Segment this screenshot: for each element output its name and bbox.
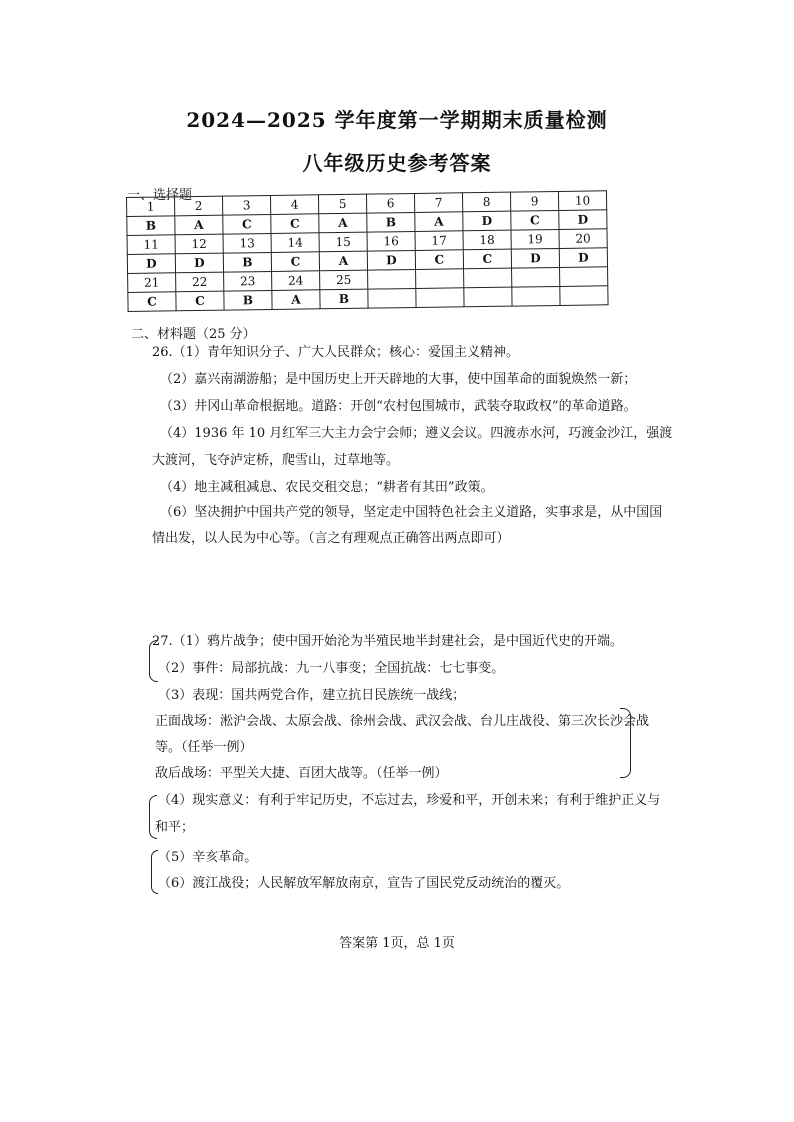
answer-cell	[464, 287, 512, 307]
answer-cell: B	[224, 290, 272, 310]
question-number-cell: 13	[223, 233, 271, 253]
question-number-cell: 19	[511, 229, 559, 249]
section-heading-material: 二、材料题（25 分）	[131, 327, 256, 342]
answer-cell: D	[127, 254, 175, 274]
question-number-cell: 3	[222, 195, 270, 215]
q26-line: （2）嘉兴南湖游船；是中国历史上开天辟地的大事，使中国革命的面貌焕然一新；	[160, 372, 637, 387]
question-number-cell: 12	[175, 234, 223, 254]
answer-cell: D	[559, 248, 607, 268]
handwritten-bracket-mark	[620, 708, 631, 778]
answer-cell	[416, 288, 464, 308]
handwritten-bracket-mark	[151, 850, 158, 894]
question-number-cell: 17	[415, 231, 463, 251]
answer-cell: C	[463, 249, 511, 269]
q26-line: （3）井冈山革命根据地。道路：开创“农村包围城市，武装夺取政权”的革命道路。	[160, 399, 637, 414]
question-number-cell	[368, 269, 416, 289]
q27-line: 正面战场：淞沪会战、太原会战、徐州会战、武汉会战、台儿庄战役、第三次长沙会战	[155, 714, 650, 729]
question-number-cell	[560, 267, 608, 287]
question-number-cell: 22	[176, 272, 224, 292]
page-footer: 答案第 1页，总 1页	[339, 936, 455, 951]
answer-cell: D	[511, 248, 559, 268]
q27-line: 和平；	[155, 820, 195, 835]
answer-cell: C	[415, 250, 463, 270]
answer-cell: D	[367, 250, 415, 270]
answer-cell: A	[319, 251, 367, 271]
q26-line: 大渡河，飞夺泸定桥，爬雪山，过草地等。	[152, 453, 400, 468]
question-number-cell: 8	[462, 192, 510, 212]
q27-line: （4）现实意义：有利于牢记历史，不忘过去，珍爱和平，开创未来；有利于维护正义与	[158, 793, 661, 808]
question-number-cell: 10	[558, 191, 606, 211]
question-number-cell: 2	[175, 196, 223, 216]
question-number-cell: 25	[320, 270, 368, 290]
question-number-cell: 14	[271, 233, 319, 253]
q26-line: 26.（1）青年知识分子、广大人民群众；核心：爱国主义精神。	[152, 345, 519, 360]
answer-cell: A	[272, 290, 320, 310]
answer-cell	[368, 288, 416, 308]
answer-cell: B	[320, 289, 368, 309]
question-number-cell: 4	[270, 195, 318, 215]
q27-line: 等。（任举一例）	[155, 740, 253, 755]
answer-cell: C	[271, 214, 319, 234]
question-number-cell	[416, 269, 464, 289]
handwritten-bracket-mark	[149, 795, 157, 839]
question-number-cell: 9	[510, 191, 558, 211]
answer-table	[126, 190, 609, 312]
document-subtitle: 八年级历史参考答案	[302, 151, 492, 175]
q27-line: （5）辛亥革命。	[158, 850, 258, 865]
answer-cell: A	[175, 215, 223, 235]
q27-line: （6）渡江战役；人民解放军解放南京，宣告了国民党反动统治的覆灭。	[158, 876, 570, 891]
q27-line: 27.（1）鸦片战争；使中国开始沦为半殖民地半封建社会，是中国近代史的开端。	[152, 634, 623, 649]
answer-cell: D	[175, 253, 223, 273]
handwritten-bracket-mark	[149, 640, 158, 682]
answer-cell: C	[223, 214, 271, 234]
q26-line: （4）地主减租减息、农民交租交息；“耕者有其田”政策。	[160, 480, 494, 495]
question-number-cell	[512, 267, 560, 287]
answer-cell: D	[559, 210, 607, 230]
question-number-cell: 11	[127, 235, 175, 255]
question-number-cell: 15	[319, 232, 367, 252]
question-number-cell: 5	[318, 194, 366, 214]
answer-cell: B	[127, 216, 175, 236]
q27-line: （3）表现：国共两党合作，建立抗日民族统一战线；	[158, 688, 466, 703]
answer-cell: A	[319, 213, 367, 233]
answer-cell: C	[176, 291, 224, 311]
question-number-cell: 16	[367, 231, 415, 251]
question-number-cell: 24	[272, 271, 320, 291]
question-number-cell: 7	[414, 193, 462, 213]
question-number-cell	[464, 268, 512, 288]
section-heading-multiple-choice: 一、选择题	[127, 188, 193, 203]
question-number-cell: 20	[559, 229, 607, 249]
answer-cell: C	[128, 292, 176, 312]
answer-cell: B	[367, 212, 415, 232]
question-number-cell: 23	[224, 271, 272, 291]
answer-cell: C	[511, 210, 559, 230]
q27-line: （2）事件：局部抗战：九一八事变；全国抗战：七七事变。	[158, 661, 505, 676]
q26-line: 情出发，以人民为中心等。（言之有理观点正确答出两点即可）	[152, 531, 510, 546]
question-number-cell: 6	[366, 193, 414, 213]
answer-cell: C	[271, 252, 319, 272]
answer-cell	[512, 286, 560, 306]
answer-cell: B	[223, 252, 271, 272]
answer-cell	[560, 286, 608, 306]
q26-line: （6）坚决拥护中国共产党的领导，坚定走中国特色社会主义道路，实事求是，从中国国	[160, 505, 663, 520]
q26-line: （4）1936 年 10 月红军三大主力会宁会师；遵义会议。四渡赤水河，巧渡金沙江，强渡	[160, 426, 673, 441]
question-number-cell: 21	[128, 273, 176, 293]
answer-cell: A	[415, 212, 463, 232]
q27-line: 敌后战场：平型关大捷、百团大战等。（任举一例）	[155, 766, 448, 781]
document-title: 2024—2025 学年度第一学期期末质量检测	[186, 108, 608, 132]
question-number-cell: 18	[463, 230, 511, 250]
answer-cell: D	[463, 211, 511, 231]
question-number-cell: 1	[127, 197, 175, 217]
